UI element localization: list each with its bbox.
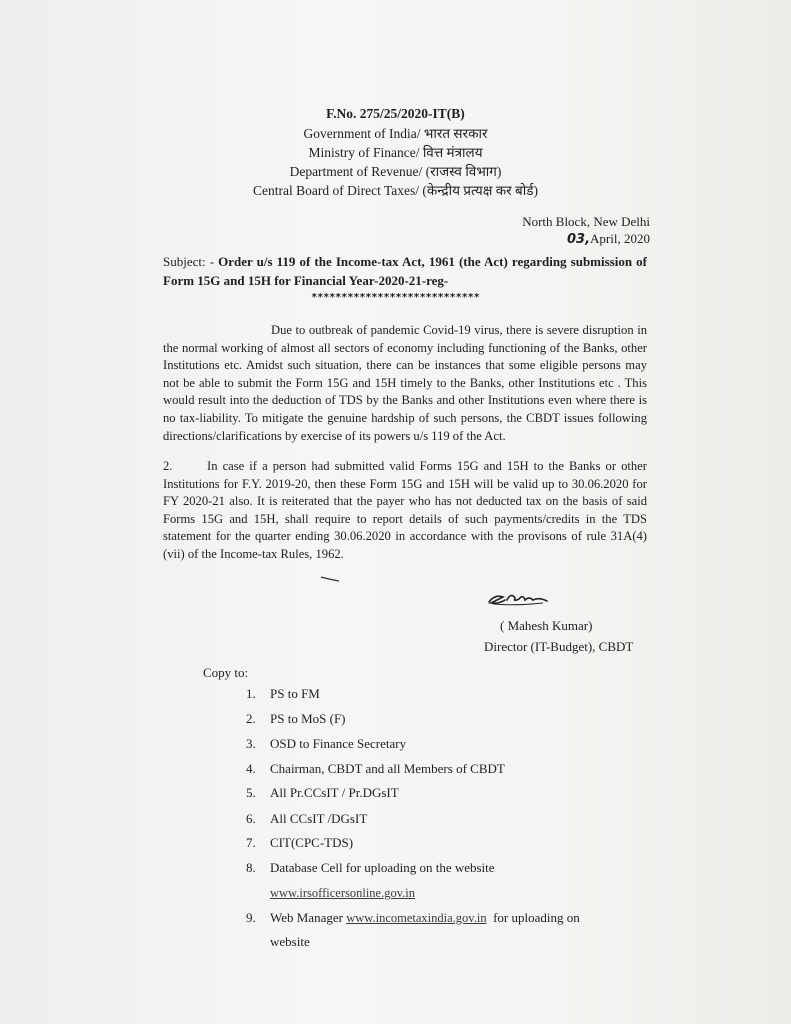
incometaxindia-link[interactable]: www.incometaxindia.gov.in — [346, 911, 487, 925]
list-item: 6. All CCsIT /DGsIT — [246, 811, 368, 826]
separator: **************************** — [311, 292, 480, 303]
item9-continuation: website — [270, 934, 310, 949]
header-ministry: Ministry of Finance/ वित्त मंत्रालय — [308, 145, 483, 160]
date — [567, 230, 650, 248]
list-item: 7. CIT(CPC-TDS) — [246, 835, 354, 850]
list-item: 1. PS to FM — [246, 686, 320, 701]
subject — [163, 252, 647, 290]
list-item: 2. PS to MoS (F) — [246, 711, 346, 726]
signature-image — [485, 588, 555, 610]
signatory-name: ( Mahesh Kumar) — [500, 618, 593, 633]
list-item: 8. Database Cell for uploading on the website — [246, 860, 495, 875]
signatory-designation: Director (IT-Budget), CBDT — [484, 639, 634, 654]
list-item: 3. OSD to Finance Secretary — [246, 736, 407, 751]
header-board: Central Board of Direct Taxes/ (केन्द्रीय प्रत्यक्ष कर बोर्ड) — [253, 183, 538, 198]
list-item: 9. Web Manager www.incometaxindia.gov.in for uploading on — [246, 910, 580, 925]
paragraph-2-text: In case if a person had submitted valid Forms 15G and 15H to the Banks or other Institutions for F.Y. 2019-20, then these Form 15G and 15H will be valid up to 30.06.2020 for FY 2020-21 also. It is reiterated that the payer who has not deducted tax on the basis of said Forms 15G and 15H, shall require to report details of such payments/credits in the TDS statement for the quarter ending 30.06.2020 in accordance with the provisons of rule 31A(4)(vii) of the Income-tax Rules, 1962. — [163, 459, 647, 561]
date-month-year: April, 2020 — [590, 231, 650, 246]
stray-pen-mark — [320, 575, 340, 583]
subject-text: Order u/s 119 of the Income-tax Act, 1961 (the Act) regarding submission of Form 15G and 15H for Financial Year-2020-21-reg- — [163, 254, 647, 288]
file-number: F.No. 275/25/2020-IT(B) — [326, 106, 465, 121]
date-day: 03, — [567, 232, 591, 247]
header-government: Government of India/ भारत सरकार — [303, 126, 488, 141]
list-item: 4. Chairman, CBDT and all Members of CBDT — [246, 761, 505, 776]
place: North Block, New Delhi — [522, 214, 650, 229]
header-department: Department of Revenue/ (राजस्व विभाग) — [289, 164, 502, 179]
irsofficersonline-link[interactable]: www.irsofficersonline.gov.in — [270, 886, 415, 900]
subject-label: Subject: - — [163, 254, 215, 269]
list-item: 5. All Pr.CCsIT / Pr.DGsIT — [246, 785, 399, 800]
paragraph-2-number: 2. — [163, 459, 173, 473]
paragraph-2 — [163, 458, 647, 564]
copy-to-label: Copy to: — [203, 665, 249, 680]
item8-link-line — [270, 884, 415, 902]
paragraph-1: Due to outbreak of pandemic Covid-19 virus, there is severe disruption in the normal working of almost all sectors of economy including functioning of the Banks, other Institutions etc. Amidst such situation, there can be instances that some eligible persons may not be able to submit the Form 15G and 15H timely to the Banks, other Institutions etc . This would result into the deduction of TDS by the Banks and other Institutions even where there is no tax-liability. To mitigate the genuine hardship of such persons, the CBDT issues following directions/clarifications by exercise of its powers u/s 119 of the Act. — [163, 323, 647, 443]
